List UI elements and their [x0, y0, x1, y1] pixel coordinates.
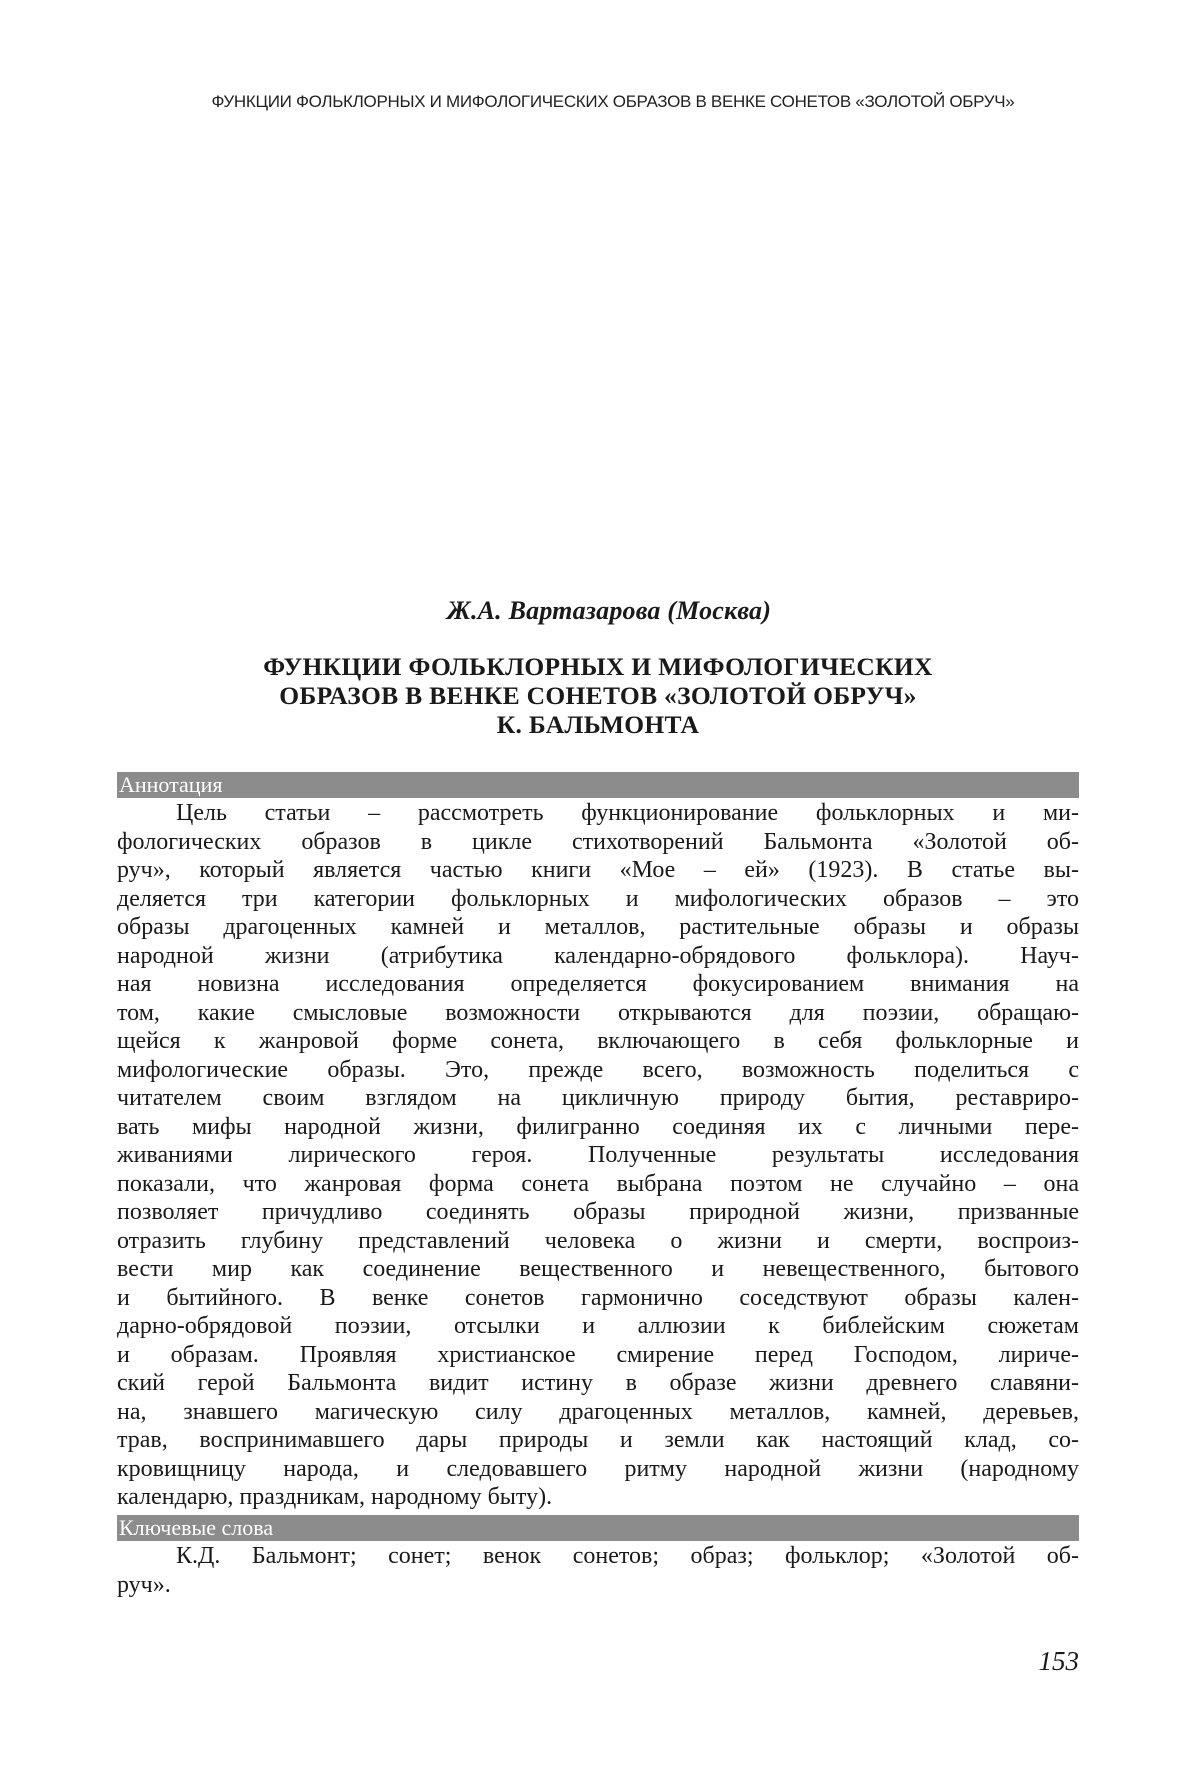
abstract-line: мифологические образы. Это, прежде всего, возможность поделиться с [117, 1056, 1079, 1085]
abstract-body [117, 799, 1079, 1512]
title-line: К. БАЛЬМОНТА [117, 710, 1079, 739]
title-line: ФУНКЦИИ ФОЛЬКЛОРНЫХ И МИФОЛОГИЧЕСКИХ [117, 652, 1079, 681]
abstract-line: дарно-обрядовой поэзии, отсылки и аллюзии к библейским сюжетам [117, 1312, 1079, 1341]
abstract-line: фологических образов в цикле стихотворений Бальмонта «Золотой об- [117, 828, 1079, 857]
author-line: Ж.А. Вартазарова (Москва) [0, 596, 1200, 626]
abstract-line: отразить глубину представлений человека о жизни и смерти, воспроиз- [117, 1227, 1079, 1256]
running-header: ФУНКЦИИ ФОЛЬКЛОРНЫХ И МИФОЛОГИЧЕСКИХ ОБРАЗОВ В ВЕНКЕ СОНЕТОВ «ЗОЛОТОЙ ОБРУЧ» [0, 92, 1200, 112]
page-number: 153 [1039, 1646, 1080, 1677]
abstract-line: ная новизна исследования определяется фокусированием внимания на [117, 970, 1079, 999]
title-line: ОБРАЗОВ В ВЕНКЕ СОНЕТОВ «ЗОЛОТОЙ ОБРУЧ» [117, 681, 1079, 710]
keywords-line: руч». [117, 1571, 1079, 1600]
abstract-line: народной жизни (атрибутика календарно-обрядового фольклора). Науч- [117, 942, 1079, 971]
abstract-line: на, знавшего магическую силу драгоценных металлов, камней, деревьев, [117, 1398, 1079, 1427]
abstract-line: позволяет причудливо соединять образы природной жизни, призванные [117, 1198, 1079, 1227]
article-title [117, 652, 1079, 739]
abstract-line: вести мир как соединение вещественного и невещественного, бытового [117, 1255, 1079, 1284]
abstract-line: кровищницу народа, и следовавшего ритму народной жизни (народному [117, 1455, 1079, 1484]
abstract-line: руч», который является частью книги «Мое – ей» (1923). В статье вы- [117, 856, 1079, 885]
abstract-line: том, какие смысловые возможности открываются для поэзии, обращаю- [117, 999, 1079, 1028]
abstract-heading: Аннотация [117, 772, 1079, 798]
abstract-line: читателем своим взглядом на цикличную природу бытия, реставриро- [117, 1084, 1079, 1113]
keywords-heading: Ключевые слова [117, 1515, 1079, 1541]
abstract-line: календарю, праздникам, народному быту). [117, 1483, 1079, 1512]
abstract-line: вать мифы народной жизни, филигранно соединяя их с личными пере- [117, 1113, 1079, 1142]
abstract-line: ский герой Бальмонта видит истину в образе жизни древнего славяни- [117, 1369, 1079, 1398]
abstract-line: образы драгоценных камней и металлов, растительные образы и образы [117, 913, 1079, 942]
abstract-line: показали, что жанровая форма сонета выбрана поэтом не случайно – она [117, 1170, 1079, 1199]
abstract-line: Цель статьи – рассмотреть функционирование фольклорных и ми- [117, 799, 1079, 828]
abstract-line: живаниями лирического героя. Полученные результаты исследования [117, 1141, 1079, 1170]
abstract-line: и образам. Проявляя христианское смирение перед Господом, лириче- [117, 1341, 1079, 1370]
keywords-body [117, 1542, 1079, 1599]
abstract-line: и бытийного. В венке сонетов гармонично соседствуют образы кален- [117, 1284, 1079, 1313]
abstract-line: щейся к жанровой форме сонета, включающего в себя фольклорные и [117, 1027, 1079, 1056]
abstract-line: деляется три категории фольклорных и мифологических образов – это [117, 885, 1079, 914]
keywords-line: К.Д. Бальмонт; сонет; венок сонетов; образ; фольклор; «Золотой об- [117, 1542, 1079, 1571]
abstract-line: трав, воспринимавшего дары природы и земли как настоящий клад, со- [117, 1426, 1079, 1455]
